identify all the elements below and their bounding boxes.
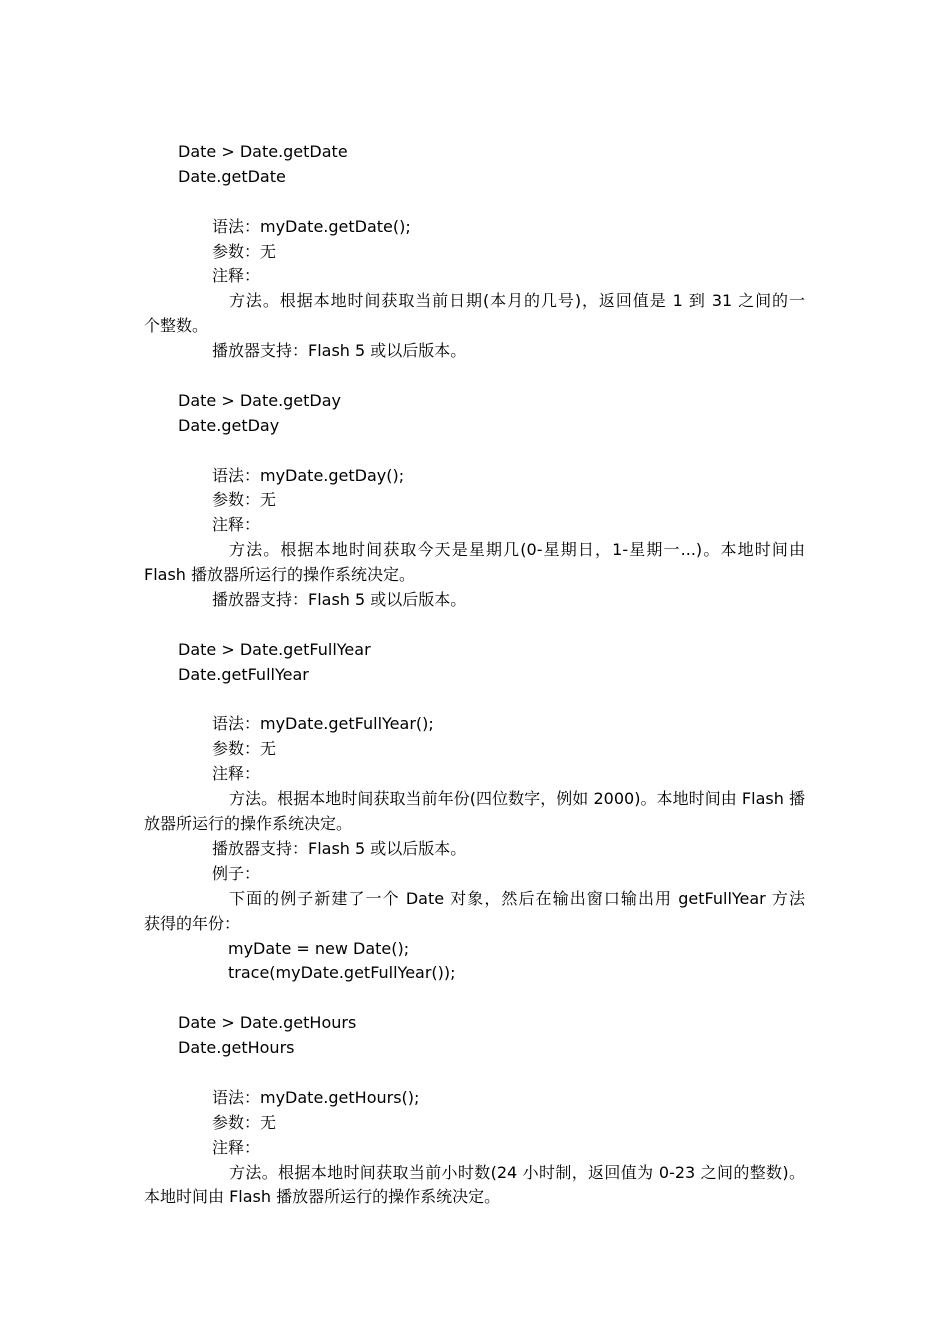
- document-page: [0, 140, 950, 1210]
- code-line: myDate = new Date();: [228, 938, 410, 958]
- params-line: 参数：无: [212, 739, 277, 759]
- example-description-line-continued: 获得的年份：: [144, 913, 241, 933]
- description-line-continued: Flash 播放器所运行的操作系统决定。: [144, 565, 416, 585]
- notes-label: 注释：: [212, 1137, 261, 1157]
- section-title: Date.getHours: [178, 1038, 295, 1058]
- description-line-continued: 个整数。: [144, 316, 209, 336]
- syntax-line: 语法：myDate.getDay();: [212, 465, 405, 485]
- syntax-line: 语法：myDate.getFullYear();: [212, 714, 434, 734]
- params-line: 参数：无: [212, 1112, 277, 1132]
- description-line-continued: 本地时间由 Flash 播放器所运行的操作系统决定。: [144, 1187, 501, 1207]
- section-breadcrumb: Date > Date.getFullYear: [178, 639, 371, 659]
- spacer: [0, 190, 950, 215]
- section-title: Date.getDate: [178, 166, 286, 186]
- player-support-line: 播放器支持：Flash 5 或以后版本。: [212, 590, 467, 610]
- example-description-line: 下面的例子新建了一个 Date 对象，然后在输出窗口输出用 getFullYear 方法: [229, 888, 805, 908]
- player-support-line: 播放器支持：Flash 5 或以后版本。: [212, 341, 467, 361]
- spacer: [0, 613, 950, 638]
- syntax-line: 语法：myDate.getDate();: [212, 216, 411, 236]
- section-breadcrumb: Date > Date.getDate: [178, 142, 348, 161]
- description-line: 方法。根据本地时间获取当前日期(本月的几号)，返回值是 1 到 31 之间的一: [229, 291, 805, 311]
- spacer: [0, 986, 950, 1011]
- syntax-line: 语法：myDate.getHours();: [212, 1087, 420, 1107]
- notes-label: 注释：: [212, 515, 261, 535]
- notes-label: 注释：: [212, 764, 261, 784]
- section-title: Date.getDay: [178, 415, 280, 435]
- description-line: 方法。根据本地时间获取当前小时数(24 小时制，返回值为 0-23 之间的整数)。: [229, 1162, 805, 1182]
- description-line: 方法。根据本地时间获取当前年份(四位数字，例如 2000)。本地时间由 Flash 播: [229, 789, 805, 809]
- notes-label: 注释：: [212, 266, 261, 286]
- description-line: 方法。根据本地时间获取今天是星期几(0-星期日，1-星期一...)。本地时间由: [229, 540, 805, 560]
- spacer: [0, 364, 950, 389]
- code-line: trace(myDate.getFullYear());: [228, 963, 456, 983]
- example-label: 例子：: [212, 863, 261, 883]
- params-line: 参数：无: [212, 490, 277, 510]
- spacer: [0, 439, 950, 464]
- spacer: [0, 1061, 950, 1086]
- section-title: Date.getFullYear: [178, 664, 309, 684]
- section-breadcrumb: Date > Date.getHours: [178, 1013, 357, 1033]
- spacer: [0, 688, 950, 713]
- description-line-continued: 放器所运行的操作系统决定。: [144, 814, 353, 834]
- player-support-line: 播放器支持：Flash 5 或以后版本。: [212, 838, 467, 858]
- params-line: 参数：无: [212, 241, 277, 261]
- section-breadcrumb: Date > Date.getDay: [178, 390, 342, 410]
